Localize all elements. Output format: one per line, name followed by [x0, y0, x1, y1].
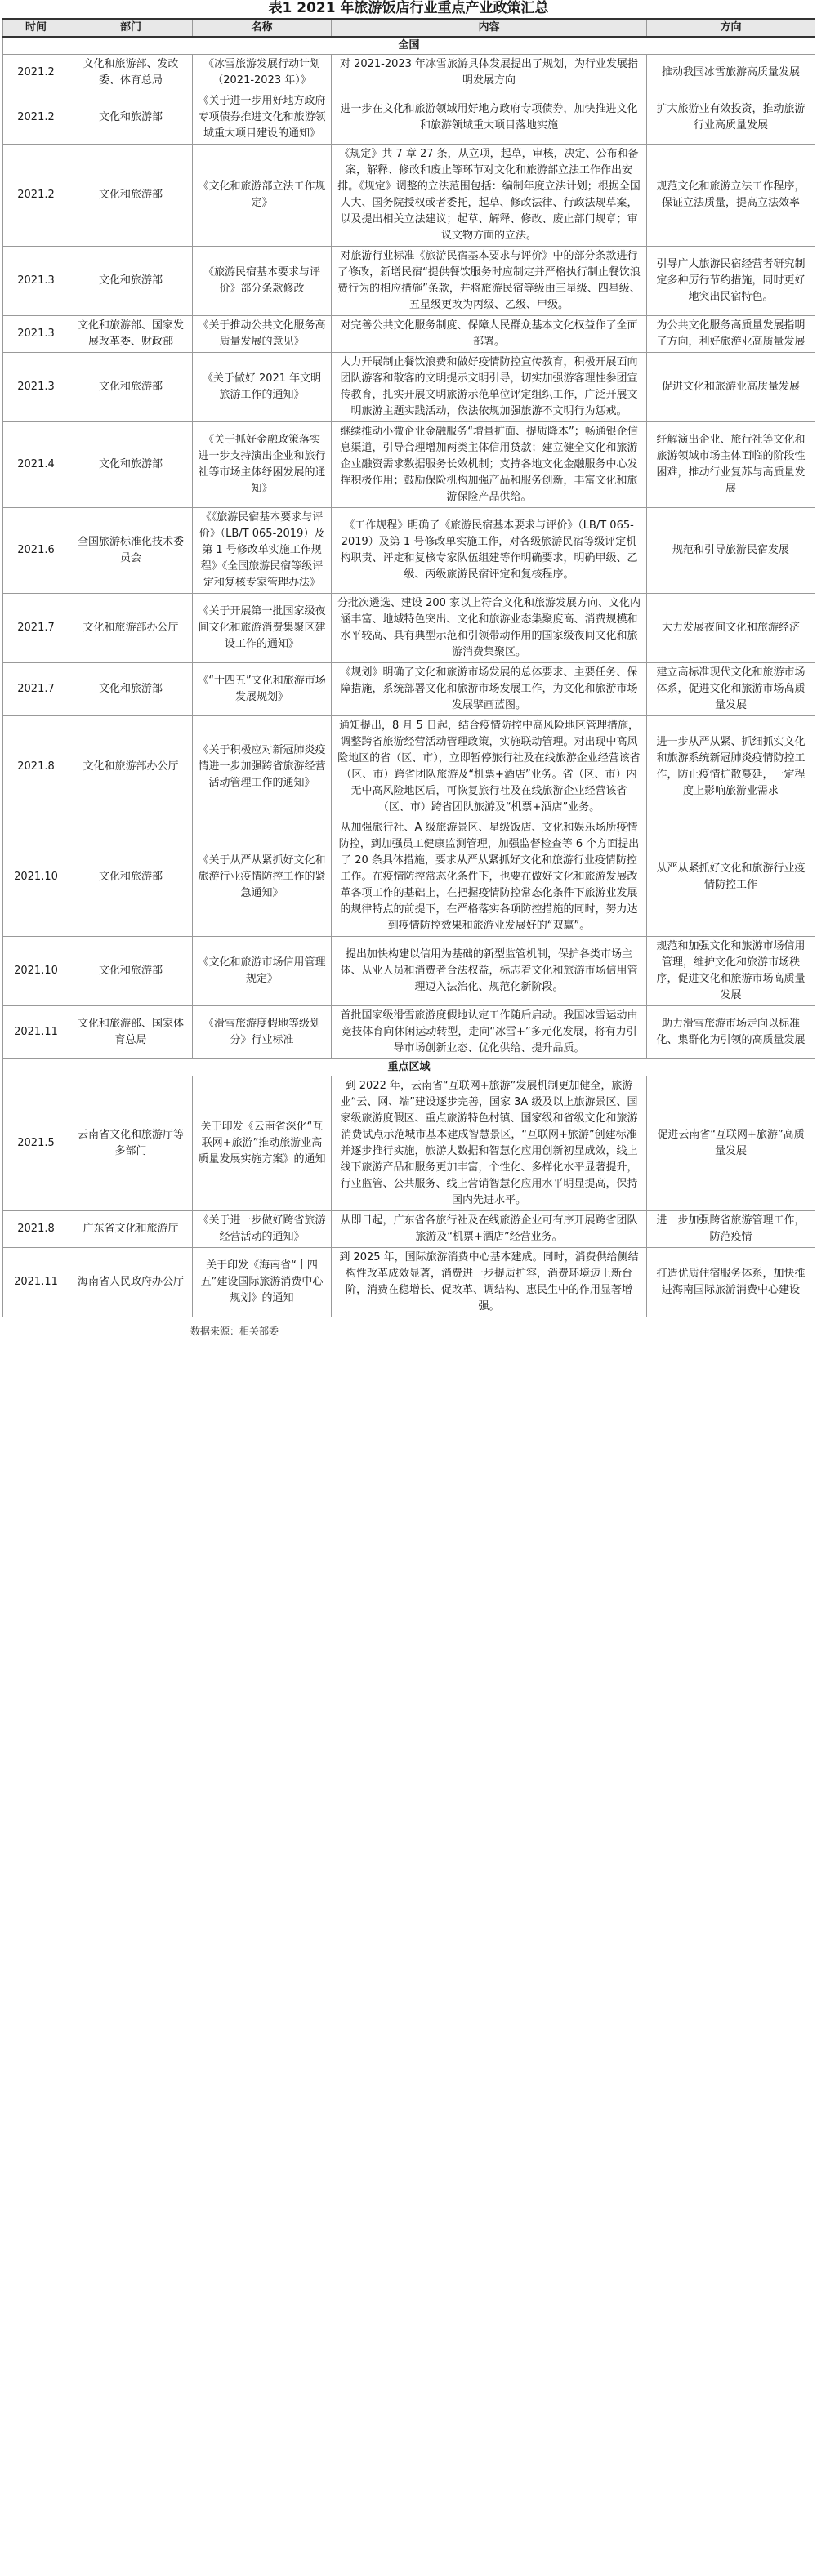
- cell-direction: 大力发展夜间文化和旅游经济: [647, 594, 815, 663]
- cell-dept: 文化和旅游部办公厅: [69, 716, 193, 818]
- cell-time: 2021.2: [3, 91, 69, 145]
- cell-content: 从即日起，广东省各旅行社及在线旅游企业可有序开展跨省团队旅游及“机票+酒店”经营业务。: [332, 1211, 647, 1248]
- cell-name: 关于印发《海南省“十四五”建设国际旅游消费中心规划》的通知: [193, 1248, 332, 1317]
- cell-direction: 为公共文化服务高质量发展指明了方向，利好旅游业高质量发展: [647, 316, 815, 353]
- cell-name: 《关于抓好金融政策落实 进一步支持演出企业和旅行社等市场主体纾困发展的通知》: [193, 422, 332, 508]
- cell-dept: 云南省文化和旅游厅等多部门: [69, 1076, 193, 1211]
- cell-time: 2021.3: [3, 247, 69, 316]
- cell-name: 《关于开展第一批国家级夜间文化和旅游消费集聚区建设工作的通知》: [193, 594, 332, 663]
- cell-time: 2021.10: [3, 937, 69, 1006]
- page: [2, 0, 815, 1338]
- cell-dept: 文化和旅游部: [69, 818, 193, 937]
- table-row: [3, 316, 815, 353]
- cell-name: 《关于推动公共文化服务高质量发展的意见》: [193, 316, 332, 353]
- cell-content: 《工作规程》明确了《旅游民宿基本要求与评价》（LB/T 065-2019）及第 1 号修改单实施工作，对各级旅游民宿等级评定机构职责、评定和复核专家队伍组建等作明确要求，明确甲级、乙级、丙级旅游民宿评定和复核程序。: [332, 508, 647, 594]
- cell-name: 《文化和旅游市场信用管理规定》: [193, 937, 332, 1006]
- cell-name: 《关于进一步用好地方政府专项债券推进文化和旅游领域重大项目建设的通知》: [193, 91, 332, 145]
- table-row: [3, 422, 815, 508]
- cell-content: 到 2025 年，国际旅游消费中心基本建成。同时，消费供给侧结构性改革成效显著，消费进一步提质扩容，消费环境迈上新台阶，消费在稳增长、促改革、调结构、惠民生中的作用显著增强。: [332, 1248, 647, 1317]
- cell-time: 2021.11: [3, 1248, 69, 1317]
- cell-direction: 打造优质住宿服务体系，加快推进海南国际旅游消费中心建设: [647, 1248, 815, 1317]
- cell-dept: 文化和旅游部办公厅: [69, 594, 193, 663]
- cell-time: 2021.10: [3, 818, 69, 937]
- cell-dept: 海南省人民政府办公厅: [69, 1248, 193, 1317]
- data-source-note: 数据来源：相关部委: [190, 1326, 279, 1337]
- header-row: [3, 19, 815, 37]
- cell-direction: 引导广大旅游民宿经营者研究制定多种厉行节约措施，同时更好地突出民宿特色。: [647, 247, 815, 316]
- cell-time: 2021.5: [3, 1076, 69, 1211]
- policy-table: [2, 18, 815, 1317]
- cell-direction: 扩大旅游业有效投资，推动旅游行业高质量发展: [647, 91, 815, 145]
- table-row: [3, 937, 815, 1006]
- header-time: 时间: [3, 19, 69, 37]
- cell-name: 关于印发《云南省深化“互联网+旅游”推动旅游业高质量发展实施方案》的通知: [193, 1076, 332, 1211]
- table-row: [3, 1248, 815, 1317]
- cell-name: 《关于从严从紧抓好文化和旅游行业疫情防控工作的紧急通知》: [193, 818, 332, 937]
- cell-dept: 文化和旅游部: [69, 145, 193, 247]
- table-row: [3, 1076, 815, 1211]
- cell-name: 《冰雪旅游发展行动计划（2021-2023 年）》: [193, 55, 332, 91]
- table-row: [3, 663, 815, 716]
- cell-time: 2021.3: [3, 316, 69, 353]
- cell-time: 2021.2: [3, 145, 69, 247]
- cell-direction: 促进文化和旅游业高质量发展: [647, 353, 815, 422]
- table-row: [3, 1211, 815, 1248]
- table-row: [3, 818, 815, 937]
- cell-direction: 规范和引导旅游民宿发展: [647, 508, 815, 594]
- cell-dept: 文化和旅游部、发改委、体育总局: [69, 55, 193, 91]
- cell-time: 2021.11: [3, 1006, 69, 1059]
- cell-dept: 文化和旅游部: [69, 937, 193, 1006]
- section-label: 重点区域: [3, 1059, 815, 1076]
- cell-dept: 文化和旅游部、国家发展改革委、财政部: [69, 316, 193, 353]
- cell-dept: 广东省文化和旅游厅: [69, 1211, 193, 1248]
- table-row: [3, 353, 815, 422]
- table-row: [3, 91, 815, 145]
- table-title: 表1 2021 年旅游饭店行业重点产业政策汇总: [268, 0, 549, 16]
- table-row: [3, 247, 815, 316]
- cell-content: 《规定》共 7 章 27 条，从立项，起草，审核，决定、公布和备案，解释、修改和废止等环节对文化和旅游部立法工作作出安排。《规定》调整的立法范围包括：编制年度立法计划；根据全国人大、国务院授权或者委托，起草、修改法律、行政法规草案，以及提出相关立法建议；起草、解释、修改、废止部门规章；审议文物方面的立法。: [332, 145, 647, 247]
- cell-dept: 全国旅游标准化技术委员会: [69, 508, 193, 594]
- cell-direction: 推动我国冰雪旅游高质量发展: [647, 55, 815, 91]
- cell-direction: 促进云南省“互联网+旅游”高质量发展: [647, 1076, 815, 1211]
- cell-dept: 文化和旅游部、国家体育总局: [69, 1006, 193, 1059]
- cell-name: 《《旅游民宿基本要求与评价》（LB/T 065-2019）及第 1 号修改单实施工作规程》《全国旅游民宿等级评定和复核专家管理办法》: [193, 508, 332, 594]
- cell-content: 提出加快构建以信用为基础的新型监管机制，保护各类市场主体、从业人员和消费者合法权益，标志着文化和旅游市场信用管理迈入法治化、规范化新阶段。: [332, 937, 647, 1006]
- table-row: [3, 55, 815, 91]
- cell-direction: 进一步加强跨省旅游管理工作，防范疫情: [647, 1211, 815, 1248]
- cell-content: 首批国家级滑雪旅游度假地认定工作随后启动。我国冰雪运动由竞技体育向休闲运动转型，走向“冰雪+”多元化发展，将有力引导市场创新业态、优化供给、提升品质。: [332, 1006, 647, 1059]
- table-row: [3, 508, 815, 594]
- cell-content: 对 2021-2023 年冰雪旅游具体发展提出了规划，为行业发展指明发展方向: [332, 55, 647, 91]
- cell-time: 2021.8: [3, 716, 69, 818]
- cell-content: 进一步在文化和旅游领域用好地方政府专项债券，加快推进文化和旅游领域重大项目落地实施: [332, 91, 647, 145]
- cell-dept: 文化和旅游部: [69, 247, 193, 316]
- table-row: [3, 1006, 815, 1059]
- header-direction: 方向: [647, 19, 815, 37]
- cell-content: 分批次遴选、建设 200 家以上符合文化和旅游发展方向、文化内涵丰富、地域特色突出、文化和旅游业态集聚度高、消费规模和水平较高、具有典型示范和引领带动作用的国家级夜间文化和旅游消费集聚区。: [332, 594, 647, 663]
- cell-content: 大力开展制止餐饮浪费和做好疫情防控宣传教育，积极开展面向团队游客和散客的文明提示文明引导，切实加强游客理性参团宣传教育，扎实开展文明旅游示范单位评定组织工作，广泛开展文明旅游主题实践活动，依法依规加强旅游不文明行为惩戒。: [332, 353, 647, 422]
- cell-dept: 文化和旅游部: [69, 422, 193, 508]
- cell-direction: 进一步从严从紧、抓细抓实文化和旅游系统新冠肺炎疫情防控工作，防止疫情扩散蔓延，一定程度上影响旅游业需求: [647, 716, 815, 818]
- cell-name: 《关于做好 2021 年文明旅游工作的通知》: [193, 353, 332, 422]
- cell-name: 《“十四五”文化和旅游市场发展规划》: [193, 663, 332, 716]
- section-label: 全国: [3, 37, 815, 55]
- cell-direction: 助力滑雪旅游市场走向以标准化、集群化为引领的高质量发展: [647, 1006, 815, 1059]
- cell-direction: 规范文化和旅游立法工作程序，保证立法质量，提高立法效率: [647, 145, 815, 247]
- cell-content: 继续推动小微企业金融服务“增量扩面、提质降本”；畅通银企信息渠道，引导合理增加两类主体信用贷款；建立健全文化和旅游企业融资需求数据服务长效机制；支持各地文化金融服务中心发挥积极作用；鼓励保险机构加强产品和服务创新，丰富文化和旅游保险产品供给。: [332, 422, 647, 508]
- cell-name: 《旅游民宿基本要求与评价》部分条款修改: [193, 247, 332, 316]
- cell-content: 通知提出，8 月 5 日起，结合疫情防控中高风险地区管理措施，调整跨省旅游经营活动管理政策，实施联动管理。对出现中高风险地区的省（区、市），立即暂停旅行社及在线旅游企业经营该省（区、市）跨省团队旅游及“机票+酒店”业务。省（区、市）内无中高风险地区后，可恢复旅行社及在线旅游企业经营该省（区、市）跨省团队旅游及“机票+酒店”业务。: [332, 716, 647, 818]
- cell-time: 2021.6: [3, 508, 69, 594]
- table-row: [3, 716, 815, 818]
- cell-content: 《规划》明确了文化和旅游市场发展的总体要求、主要任务、保障措施，系统部署文化和旅游市场发展工作，为文化和旅游市场发展擘画蓝图。: [332, 663, 647, 716]
- section-row: [3, 37, 815, 55]
- cell-direction: 纾解演出企业、旅行社等文化和旅游领域市场主体面临的阶段性困难，推动行业复苏与高质量发展: [647, 422, 815, 508]
- cell-name: 《文化和旅游部立法工作规定》: [193, 145, 332, 247]
- cell-time: 2021.7: [3, 594, 69, 663]
- cell-name: 《滑雪旅游度假地等级划分》行业标准: [193, 1006, 332, 1059]
- cell-content: 对完善公共文化服务制度、保障人民群众基本文化权益作了全面部署。: [332, 316, 647, 353]
- cell-time: 2021.7: [3, 663, 69, 716]
- table-body: [3, 37, 815, 1317]
- cell-direction: 从严从紧抓好文化和旅游行业疫情防控工作: [647, 818, 815, 937]
- header-content: 内容: [332, 19, 647, 37]
- cell-direction: 规范和加强文化和旅游市场信用管理，维护文化和旅游市场秩序，促进文化和旅游市场高质量发展: [647, 937, 815, 1006]
- cell-direction: 建立高标准现代文化和旅游市场体系，促进文化和旅游市场高质量发展: [647, 663, 815, 716]
- cell-name: 《关于进一步做好跨省旅游经营活动的通知》: [193, 1211, 332, 1248]
- cell-dept: 文化和旅游部: [69, 663, 193, 716]
- cell-time: 2021.4: [3, 422, 69, 508]
- cell-time: 2021.2: [3, 55, 69, 91]
- cell-time: 2021.8: [3, 1211, 69, 1248]
- cell-time: 2021.3: [3, 353, 69, 422]
- cell-dept: 文化和旅游部: [69, 353, 193, 422]
- cell-content: 到 2022 年，云南省“互联网+旅游”发展机制更加健全，旅游业“云、网、端”建设逐步完善，国家 3A 级及以上旅游景区、国家级旅游度假区、重点旅游特色村镇、国家级和省级文化和旅游消费试点示范城市基本建成智慧景区，“互联网+旅游”创建标准并逐步推行实施，旅游大数据和智慧化应用创新初显成效，线上线下旅游产品和服务更加丰富，个性化、多样化水平显著提升，行业监管、公共服务、线上营销智慧化应用水平明显提高，保持国内先进水平。: [332, 1076, 647, 1211]
- cell-dept: 文化和旅游部: [69, 91, 193, 145]
- table-row: [3, 145, 815, 247]
- section-row: [3, 1059, 815, 1076]
- header-name: 名称: [193, 19, 332, 37]
- cell-content: 从加强旅行社、A 级旅游景区、星级饭店、文化和娱乐场所疫情防控，到加强员工健康监测管理，加强监督检查等 6 个方面提出了 20 条具体措施，要求从严从紧抓好文化和旅游行业疫情防控工作。在疫情防控常态化条件下，也要在做好文化和旅游发展改革各项工作的基础上，在把握疫情防控常态化条件下旅游业发展的规律特点的前提下，在严格落实各项防控措施的同时，努力达到疫情防控效果和旅游业发展好的“双赢”。: [332, 818, 647, 937]
- cell-name: 《关于积极应对新冠肺炎疫情进一步加强跨省旅游经营活动管理工作的通知》: [193, 716, 332, 818]
- cell-content: 对旅游行业标准《旅游民宿基本要求与评价》中的部分条款进行了修改，新增民宿“提供餐饮服务时应制定并严格执行制止餐饮浪费行为的相应措施”条款，并将旅游民宿等级由三星级、四星级、五星级更改为丙级、乙级、甲级。: [332, 247, 647, 316]
- header-dept: 部门: [69, 19, 193, 37]
- table-row: [3, 594, 815, 663]
